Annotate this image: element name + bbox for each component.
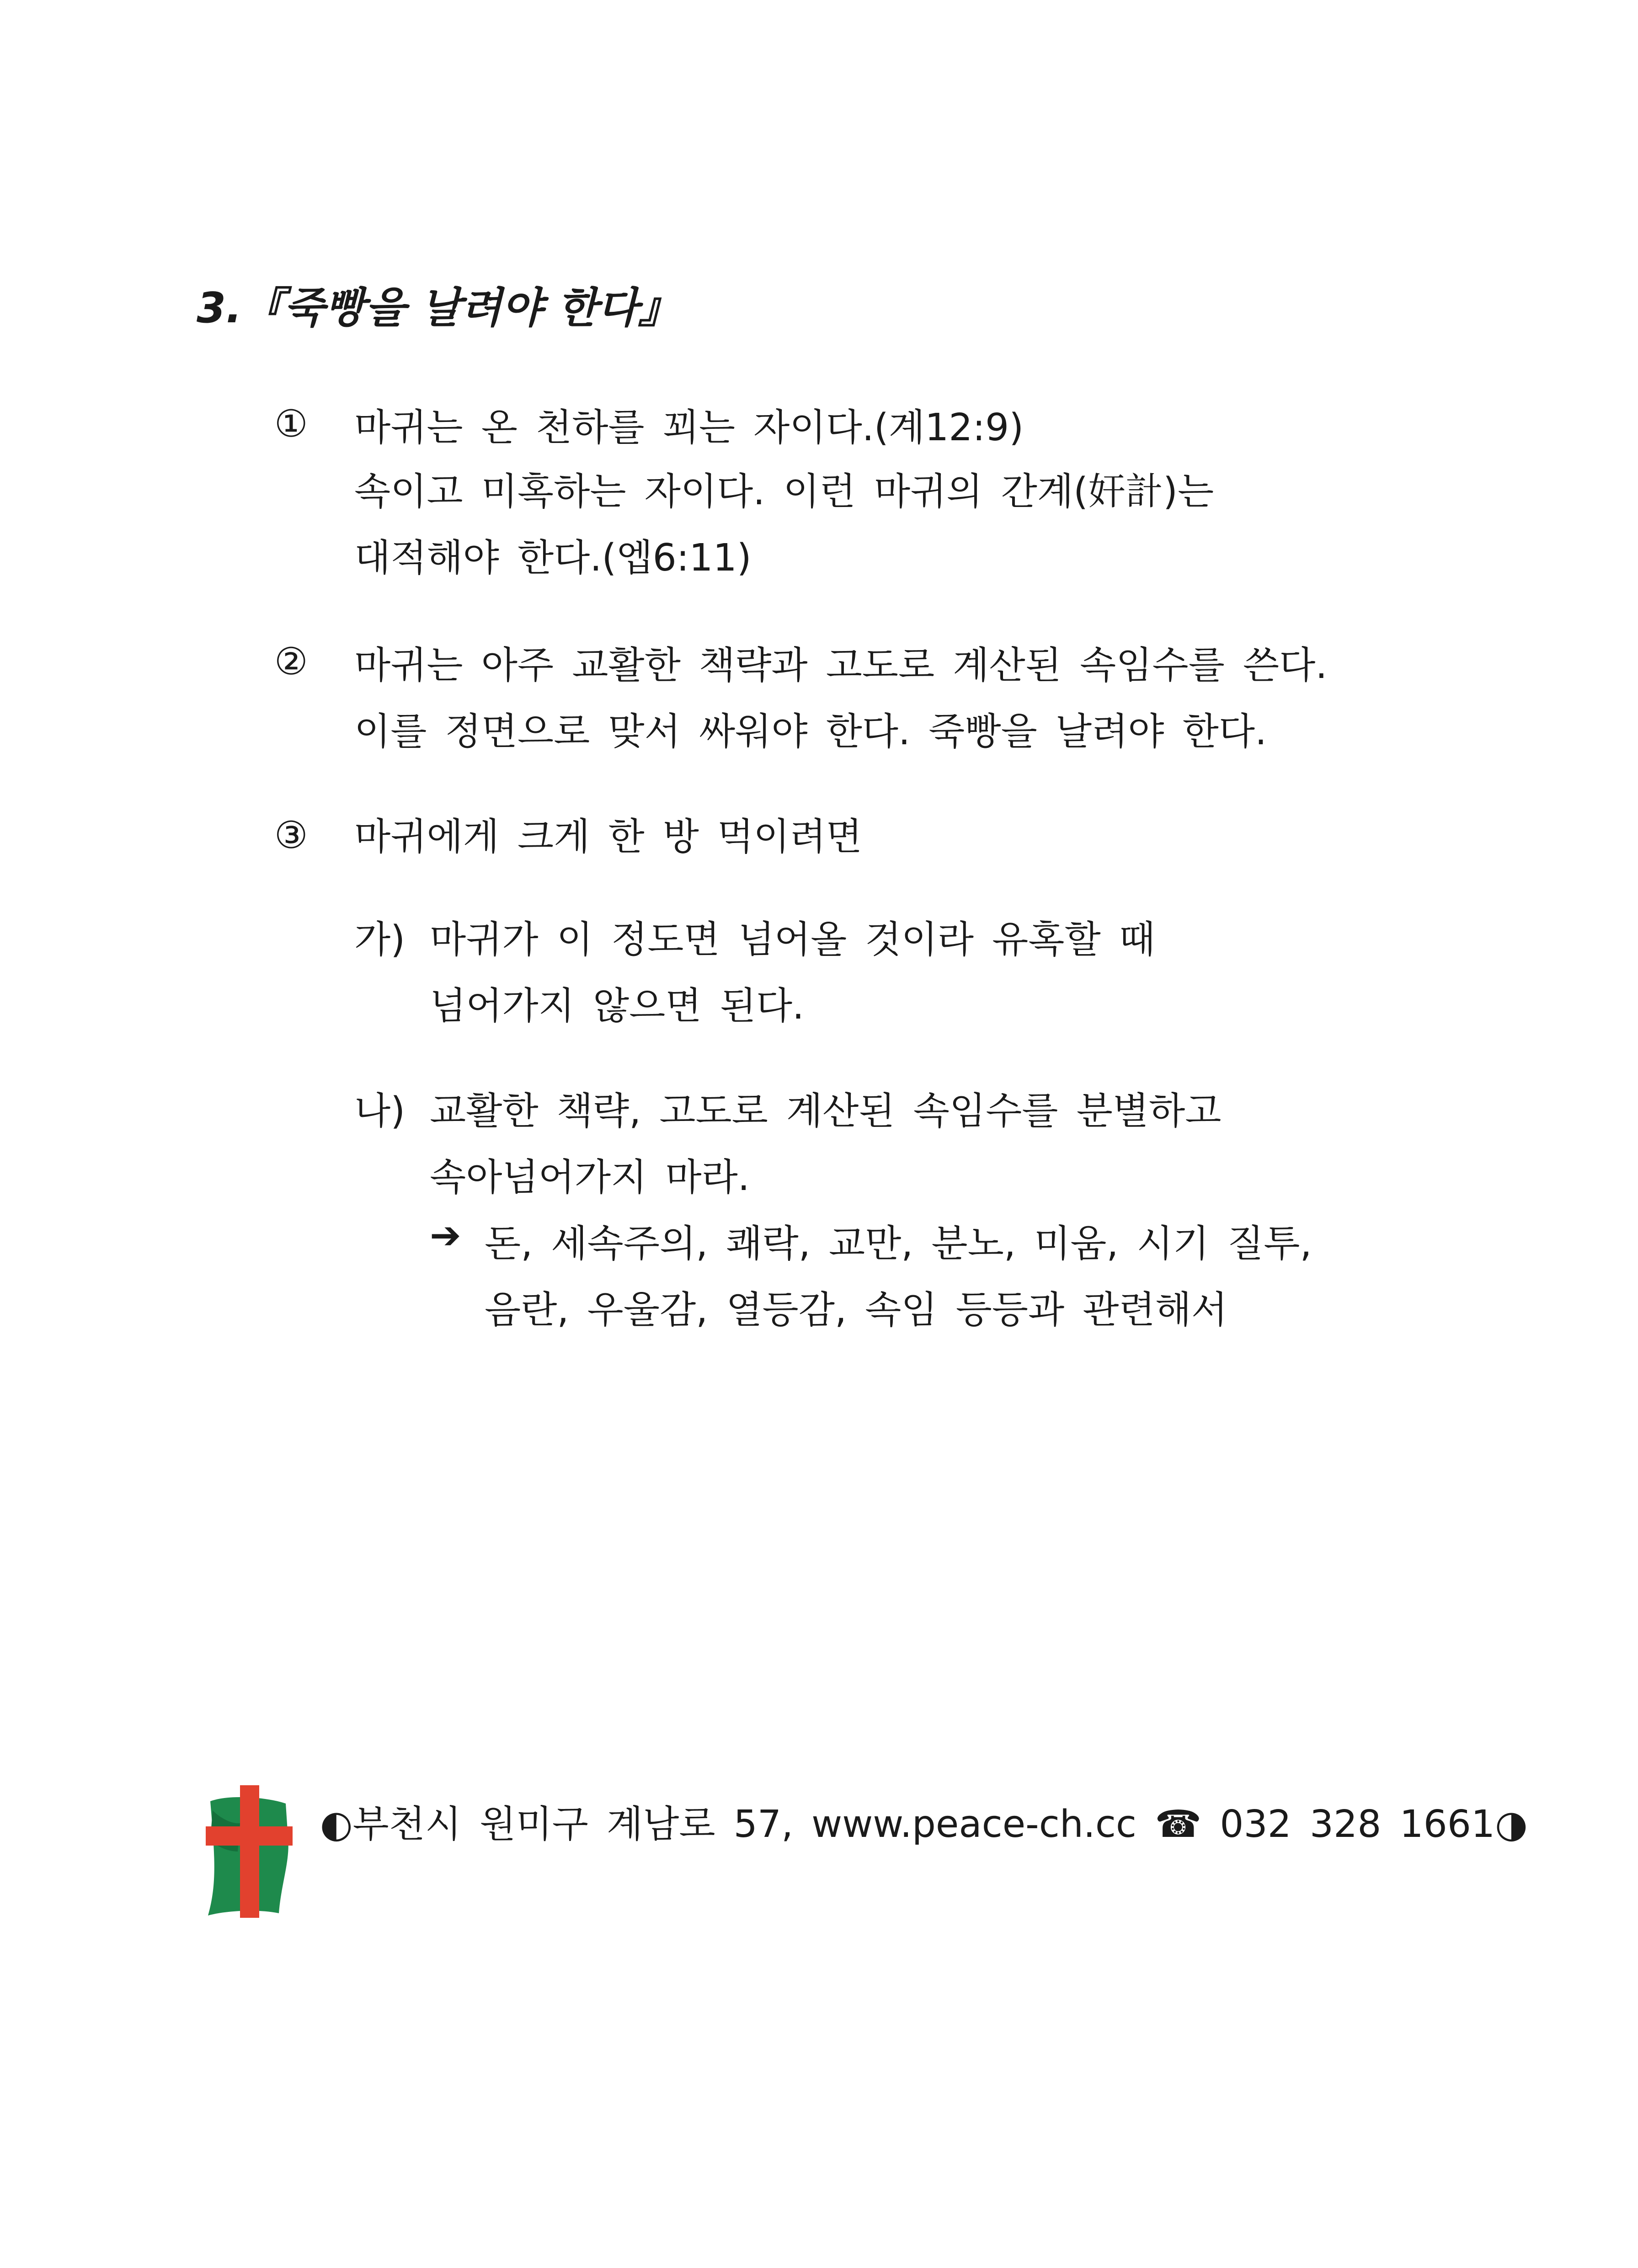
- subitem-marker-ga: 가): [354, 918, 405, 961]
- arrow-right-icon: ➔: [430, 1214, 461, 1257]
- item-2-line-2: 이를 정면으로 맞서 싸워야 한다. 죽빵을 날려야 한다.: [354, 710, 1267, 753]
- note-line-1: 돈, 세속주의, 쾌락, 교만, 분노, 미움, 시기 질투,: [485, 1222, 1312, 1265]
- footer-contact: ◐부천시 원미구 계남로 57, www.peace-ch.cc ☎ 032 328 1661◑: [320, 1803, 1528, 1846]
- subitem-marker-na: 나): [354, 1089, 405, 1133]
- item-marker-3: ③: [274, 814, 308, 857]
- subitem-na-line-1: 교활한 책략, 고도로 계산된 속임수를 분별하고: [430, 1089, 1222, 1133]
- item-1-line-1: 마귀는 온 천하를 꾀는 자이다.(계12:9): [354, 406, 1024, 449]
- note-line-2: 음란, 우울감, 열등감, 속임 등등과 관련해서: [485, 1288, 1228, 1332]
- church-cross-logo-icon: [197, 1783, 302, 1920]
- item-1-line-2: 속이고 미혹하는 자이다. 이런 마귀의 간계(奸計)는: [354, 470, 1214, 513]
- item-3-line-1: 마귀에게 크게 한 방 먹이려면: [354, 815, 862, 859]
- subitem-na-line-2: 속아넘어가지 마라.: [430, 1156, 750, 1199]
- subitem-ga-line-2: 넘어가지 않으면 된다.: [430, 984, 805, 1028]
- item-2-line-1: 마귀는 아주 교활한 책략과 고도로 계산된 속임수를 쓴다.: [354, 644, 1328, 687]
- item-1-line-3: 대적해야 한다.(엡6:11): [354, 536, 752, 580]
- subitem-ga-line-1: 마귀가 이 정도면 넘어올 것이라 유혹할 때: [430, 918, 1155, 961]
- item-marker-2: ②: [274, 640, 308, 683]
- item-marker-1: ①: [274, 402, 308, 446]
- section-title: 3.『죽빵을 날려야 한다』: [197, 283, 680, 332]
